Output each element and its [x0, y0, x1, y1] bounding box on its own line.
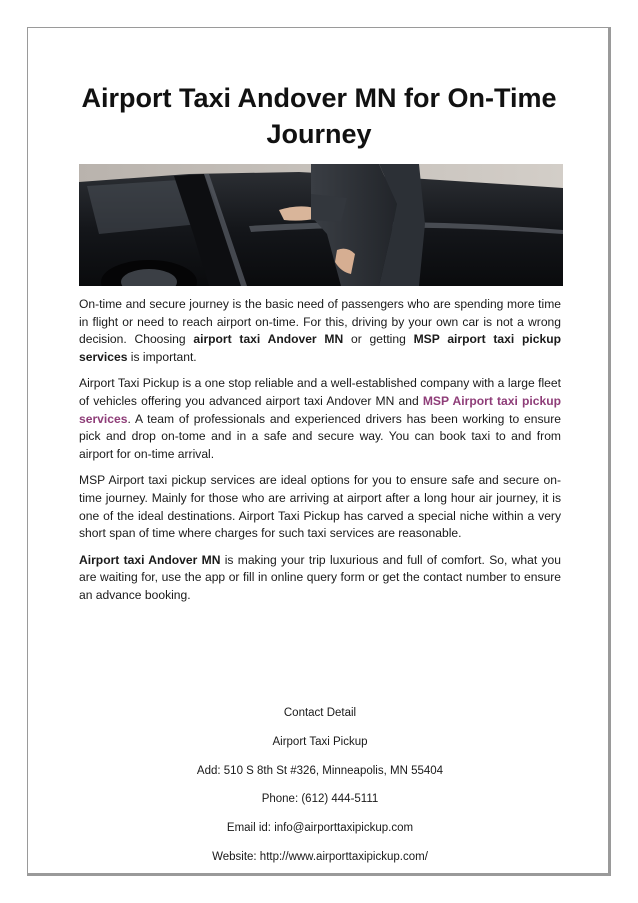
- keyword-airport-taxi-andover: Airport taxi Andover MN: [79, 552, 221, 567]
- contact-website[interactable]: Website: http://www.airporttaxipickup.com/: [212, 850, 428, 863]
- paragraph-4: Airport taxi Andover MN is making your trip luxurious and full of comfort. So, what you are waiting for, use the app or fill in online query form or get the contact number to ensure an advance booking.: [79, 552, 561, 602]
- chauffeur-opening-car-door-photo-icon: [79, 164, 563, 286]
- contact-block: [79, 706, 561, 879]
- hero-image: [79, 164, 563, 286]
- keyword-airport-taxi-andover: airport taxi Andover MN: [193, 332, 344, 347]
- page-title: Airport Taxi Andover MN for On-Time Journey: [81, 83, 557, 149]
- article-body: [79, 296, 561, 614]
- contact-company: Airport Taxi Pickup: [272, 735, 368, 748]
- contact-heading: Contact Detail: [283, 707, 357, 719]
- paragraph-3: MSP Airport taxi pickup services are ideal options for you to ensure safe and secure on-time journey. Mainly for those who are arriving at airport after a long hour air journey, it is one of the ideal destinations. Airport Taxi Pickup has carved a special niche within a very short span of time where charges for such taxi services are reasonable.: [79, 473, 561, 541]
- paragraph-2: Airport Taxi Pickup is a one stop reliable and a well-established company with a large fleet of vehicles offering you advanced airport taxi Andover MN and MSP Airport taxi pickup services. A team of professionals and experienced drivers has been working to ensure pick and drop on-tome and in a safe and secure way. You can book taxi to and from airport for on-time arrival.: [79, 376, 561, 461]
- keyword-msp-pickup: MSP airport taxi pickup services: [79, 332, 561, 364]
- msp-pickup-link[interactable]: MSP Airport taxi pickup services: [79, 393, 561, 426]
- contact-address: Add: 510 S 8th St #326, Minneapolis, MN 55404: [196, 764, 444, 777]
- contact-phone: Phone: (612) 444-5111: [261, 793, 379, 806]
- contact-email[interactable]: Email id: info@airporttaxipickup.com: [226, 822, 414, 835]
- paragraph-1: On-time and secure journey is the basic need of passengers who are spending more time in flight or need to reach airport on-time. For this, driving by your own car is not a wrong decision. Choosing airport taxi Andover MN or getting MSP airport taxi pickup services is important.: [79, 297, 561, 364]
